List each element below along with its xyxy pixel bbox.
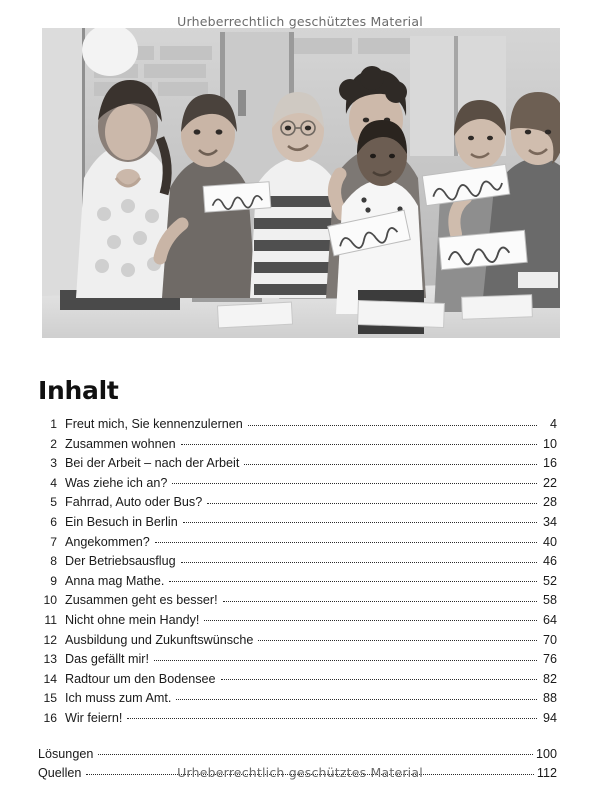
toc-dot-leader [181, 562, 537, 563]
toc-unit-number: 11 [44, 612, 57, 627]
toc-page-number: 16 [542, 456, 557, 471]
toc-entry-title: Wir feiern! [65, 710, 123, 725]
toc-backmatter-row[interactable] [0, 747, 600, 767]
toc-dot-leader [127, 718, 537, 719]
toc-entry-title: Was ziehe ich an? [65, 475, 168, 490]
toc-entry-title: Ich muss zum Amt. [65, 691, 172, 706]
toc-dot-leader [223, 601, 537, 602]
toc-unit-number: 16 [43, 710, 57, 725]
vocab-card-die-schere [439, 230, 527, 269]
toc-entry-title: Anna mag Mathe. [65, 573, 165, 588]
toc-unit-number: 6 [50, 514, 57, 529]
toc-page-number: 22 [542, 475, 557, 490]
toc-unit-number: 15 [43, 691, 57, 706]
toc-dot-leader [155, 542, 537, 543]
toc-unit-row[interactable] [0, 613, 600, 633]
toc-dot-leader [244, 464, 537, 465]
cover-photo-illustration [42, 28, 560, 338]
toc-unit-number: 3 [50, 456, 57, 471]
toc-page-number: 46 [542, 554, 557, 569]
copyright-header: Urheberrechtlich geschütztes Material [177, 14, 423, 29]
toc-dot-leader [204, 620, 537, 621]
toc-unit-number: 1 [50, 417, 57, 431]
toc-unit-row[interactable] [0, 711, 600, 731]
page-title: Inhalt [38, 376, 119, 405]
toc-dot-leader [181, 444, 537, 445]
toc-unit-list [0, 417, 600, 731]
vocab-card-schneiden [203, 182, 271, 213]
toc-unit-row[interactable] [0, 456, 600, 476]
toc-dot-leader [183, 522, 537, 523]
toc-page-number: 112 [536, 766, 557, 781]
toc-dot-leader [248, 425, 537, 426]
toc-page-number: 4 [549, 417, 557, 431]
toc-unit-number: 14 [43, 671, 57, 686]
toc-unit-row[interactable] [0, 554, 600, 574]
toc-page-number: 40 [542, 534, 557, 549]
toc-unit-row[interactable] [0, 672, 600, 692]
toc-unit-row[interactable] [0, 633, 600, 653]
toc-entry-title: Zusammen geht es besser! [65, 593, 218, 608]
cover-photo [42, 28, 560, 338]
toc-page-number: 64 [542, 612, 557, 627]
toc-unit-row[interactable] [0, 437, 600, 457]
toc-unit-row[interactable] [0, 495, 600, 515]
toc-page-number: 76 [542, 652, 557, 667]
toc-dot-leader [169, 581, 537, 582]
toc-dot-leader [221, 679, 537, 680]
toc-page-number: 52 [542, 573, 557, 588]
toc-unit-number: 9 [50, 573, 57, 588]
toc-page-number: 100 [535, 746, 557, 761]
toc-entry-title: Angekommen? [65, 534, 150, 549]
toc-unit-number: 8 [50, 554, 57, 569]
toc-entry-title: Radtour um den Bodensee [65, 671, 216, 686]
toc-dot-leader [98, 754, 533, 755]
toc-page-number: 82 [542, 671, 557, 686]
toc-dot-leader [172, 483, 537, 484]
toc-unit-row[interactable] [0, 417, 600, 437]
toc-entry-title: Nicht ohne mein Handy! [65, 612, 200, 627]
toc-dot-leader [207, 503, 537, 504]
toc-dot-leader [154, 660, 537, 661]
toc-dot-leader [258, 640, 537, 641]
toc-entry-title: Zusammen wohnen [65, 436, 176, 451]
toc-unit-number: 13 [43, 652, 57, 667]
toc-entry-title: Bei der Arbeit – nach der Arbeit [65, 456, 240, 471]
toc-page-number: 34 [542, 514, 557, 529]
toc-unit-row[interactable] [0, 476, 600, 496]
toc-page-number: 58 [542, 593, 557, 608]
toc-unit-row[interactable] [0, 574, 600, 594]
toc-entry-title: Freut mich, Sie kennenzulernen [65, 417, 243, 431]
toc-unit-row[interactable] [0, 535, 600, 555]
toc-entry-title: Lösungen [38, 746, 94, 761]
toc-entry-title: Fahrrad, Auto oder Bus? [65, 495, 203, 510]
toc-unit-row[interactable] [0, 691, 600, 711]
toc-entry-title: Quellen [38, 766, 82, 781]
toc-page-number: 70 [542, 632, 557, 647]
toc-dot-leader [176, 699, 537, 700]
toc-entry-title: Das gefällt mir! [65, 652, 149, 667]
toc-unit-number: 4 [50, 475, 57, 490]
copyright-footer: Urheberrechtlich geschütztes Material [177, 765, 423, 780]
toc-unit-row[interactable] [0, 515, 600, 535]
toc-page-number: 88 [542, 691, 557, 706]
toc-page-number: 10 [542, 436, 557, 451]
table-of-contents [0, 378, 600, 786]
toc-unit-number: 5 [50, 495, 57, 510]
toc-entry-title: Ein Besuch in Berlin [65, 514, 178, 529]
toc-entry-title: Der Betriebsausflug [65, 554, 176, 569]
toc-unit-number: 12 [43, 632, 57, 647]
toc-unit-row[interactable] [0, 652, 600, 672]
toc-unit-row[interactable] [0, 593, 600, 613]
toc-unit-number: 2 [50, 436, 57, 451]
toc-entry-title: Ausbildung und Zukunftswünsche [65, 632, 254, 647]
toc-page-number: 28 [542, 495, 557, 510]
toc-unit-number: 7 [50, 534, 57, 549]
toc-unit-number: 10 [43, 593, 57, 608]
toc-page-number: 94 [542, 710, 557, 725]
